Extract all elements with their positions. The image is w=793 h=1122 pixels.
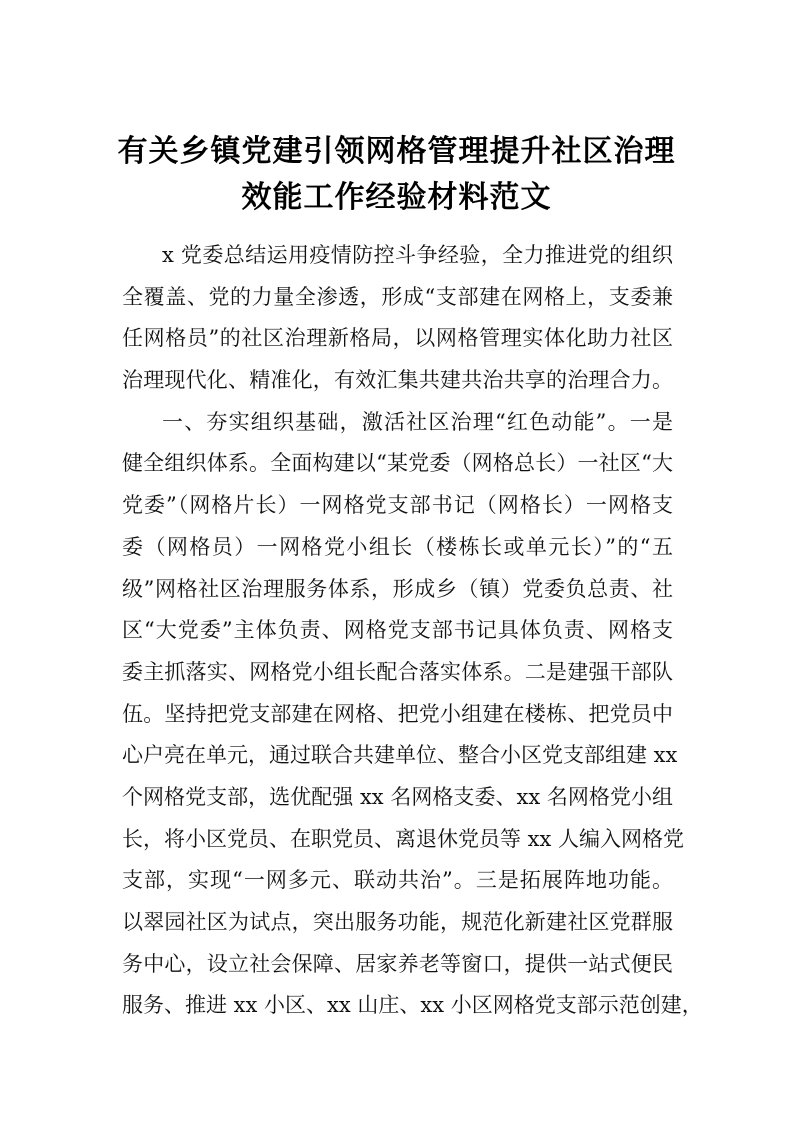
document-title-line-1: 有关乡镇党建引领网格管理提升社区治理: [117, 134, 676, 169]
paragraph-line: 支部，实现“一网多元、联动共治”。三是拓展阵地功能。: [122, 868, 673, 893]
paragraph-line: 个网格党支部，选优配强 xx 名网格支委、xx 名网格党小组: [122, 784, 673, 809]
document-body: [122, 241, 703, 1033]
paragraph-line: 党委”（网格片长）一网格党支部书记（网格长）一网格支: [122, 493, 673, 518]
paragraph-line: 心户亮在单元，通过联合共建单位、整合小区党支部组建 xx: [122, 743, 678, 768]
paragraph-line: 以翠园社区为试点，突出服务功能，规范化新建社区党群服: [122, 910, 673, 934]
paragraph-line: 伍。坚持把党支部建在网格、把党小组建在楼栋、把党员中: [122, 701, 673, 726]
paragraph-line: 任网格员”的社区治理新格局，以网格管理实体化助力社区: [122, 326, 673, 351]
paragraph-line: 级”网格社区治理服务体系，形成乡（镇）党委负总责、社: [122, 576, 673, 601]
document-title-line-2: 效能工作经验材料范文: [241, 180, 552, 215]
paragraph-line: 务中心，设立社会保障、居家养老等窗口，提供一站式便民: [122, 951, 673, 976]
paragraph-line: x 党委总结运用疫情防控斗争经验，全力推进党的组织: [162, 243, 673, 267]
paragraph-line: 健全组织体系。全面构建以“某党委（网格总长）一社区“大: [122, 451, 673, 476]
paragraph-line: 全覆盖、党的力量全渗透，形成“支部建在网格上，支委兼: [122, 284, 673, 309]
paragraph-line: 委（网格员）一网格党小组长（楼栋长或单元长）”的“五: [122, 534, 673, 559]
paragraph-line: 一、夯实组织基础，激活社区治理“红色动能”。一是: [162, 409, 673, 434]
paragraph-line: 服务、推进 xx 小区、xx 山庄、xx 小区网格党支部示范创建，: [122, 993, 703, 1018]
paragraph-line: 区“大党委”主体负责、网格党支部书记具体负责、网格支: [122, 618, 673, 643]
paragraph-line: 长，将小区党员、在职党员、离退休党员等 xx 人编入网格党: [122, 826, 685, 851]
paragraph-line: 委主抓落实、网格党小组长配合落实体系。二是建强干部队: [122, 659, 673, 684]
paragraph-line: 治理现代化、精准化，有效汇集共建共治共享的治理合力。: [122, 368, 673, 393]
